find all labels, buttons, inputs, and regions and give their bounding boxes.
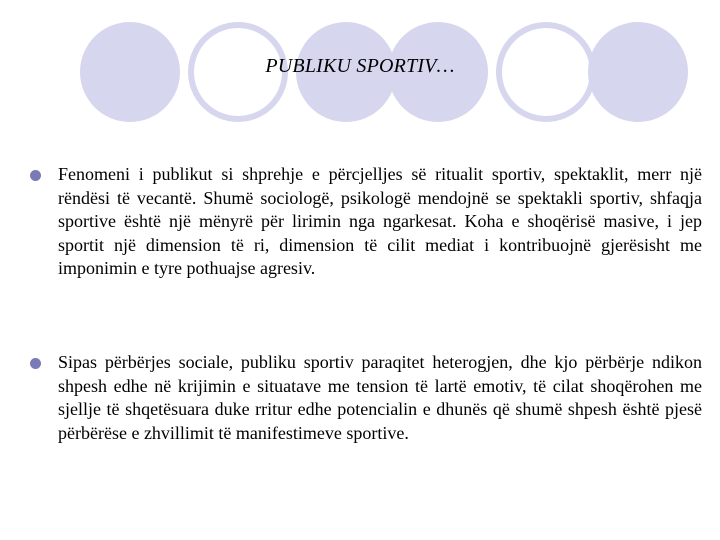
- bullet-item-2: [30, 351, 702, 445]
- bullet-item-1: [30, 163, 702, 281]
- bullet-dot-icon: [30, 170, 41, 181]
- bullet-text-2: Sipas përbërjes sociale, publiku sportiv paraqitet heterogjen, dhe kjo përbërje ndikon shpesh edhe në krijimin e situatave me tension të lartë emotiv, të cilat shoqërohen me sjellje të shqetësuara duke rritur edhe potencialin e dhunës që shumë shpesh është pjesë përbërëse e zhvillimit të manifestimeve sportive.: [58, 352, 702, 443]
- bullet-dot-icon: [30, 358, 41, 369]
- slide-title: PUBLIKU SPORTIV…: [265, 55, 455, 77]
- bullet-text-1: Fenomeni i publikut si shprehje e përcjelljes së ritualit sportiv, spektaklit, merr një rëndësi të vecantë. Shumë sociologë, psikologë mendojnë se spektakli sportiv, shfaqja sportive është një mënyrë për lirimin nga ngarkesat. Koha e shoqërisë masive, i jep sportit një dimension të ri, dimension të cilit mediat i kontribuojnë gjerësisht me imponimin e tyre pothuajse agresiv.: [58, 164, 702, 278]
